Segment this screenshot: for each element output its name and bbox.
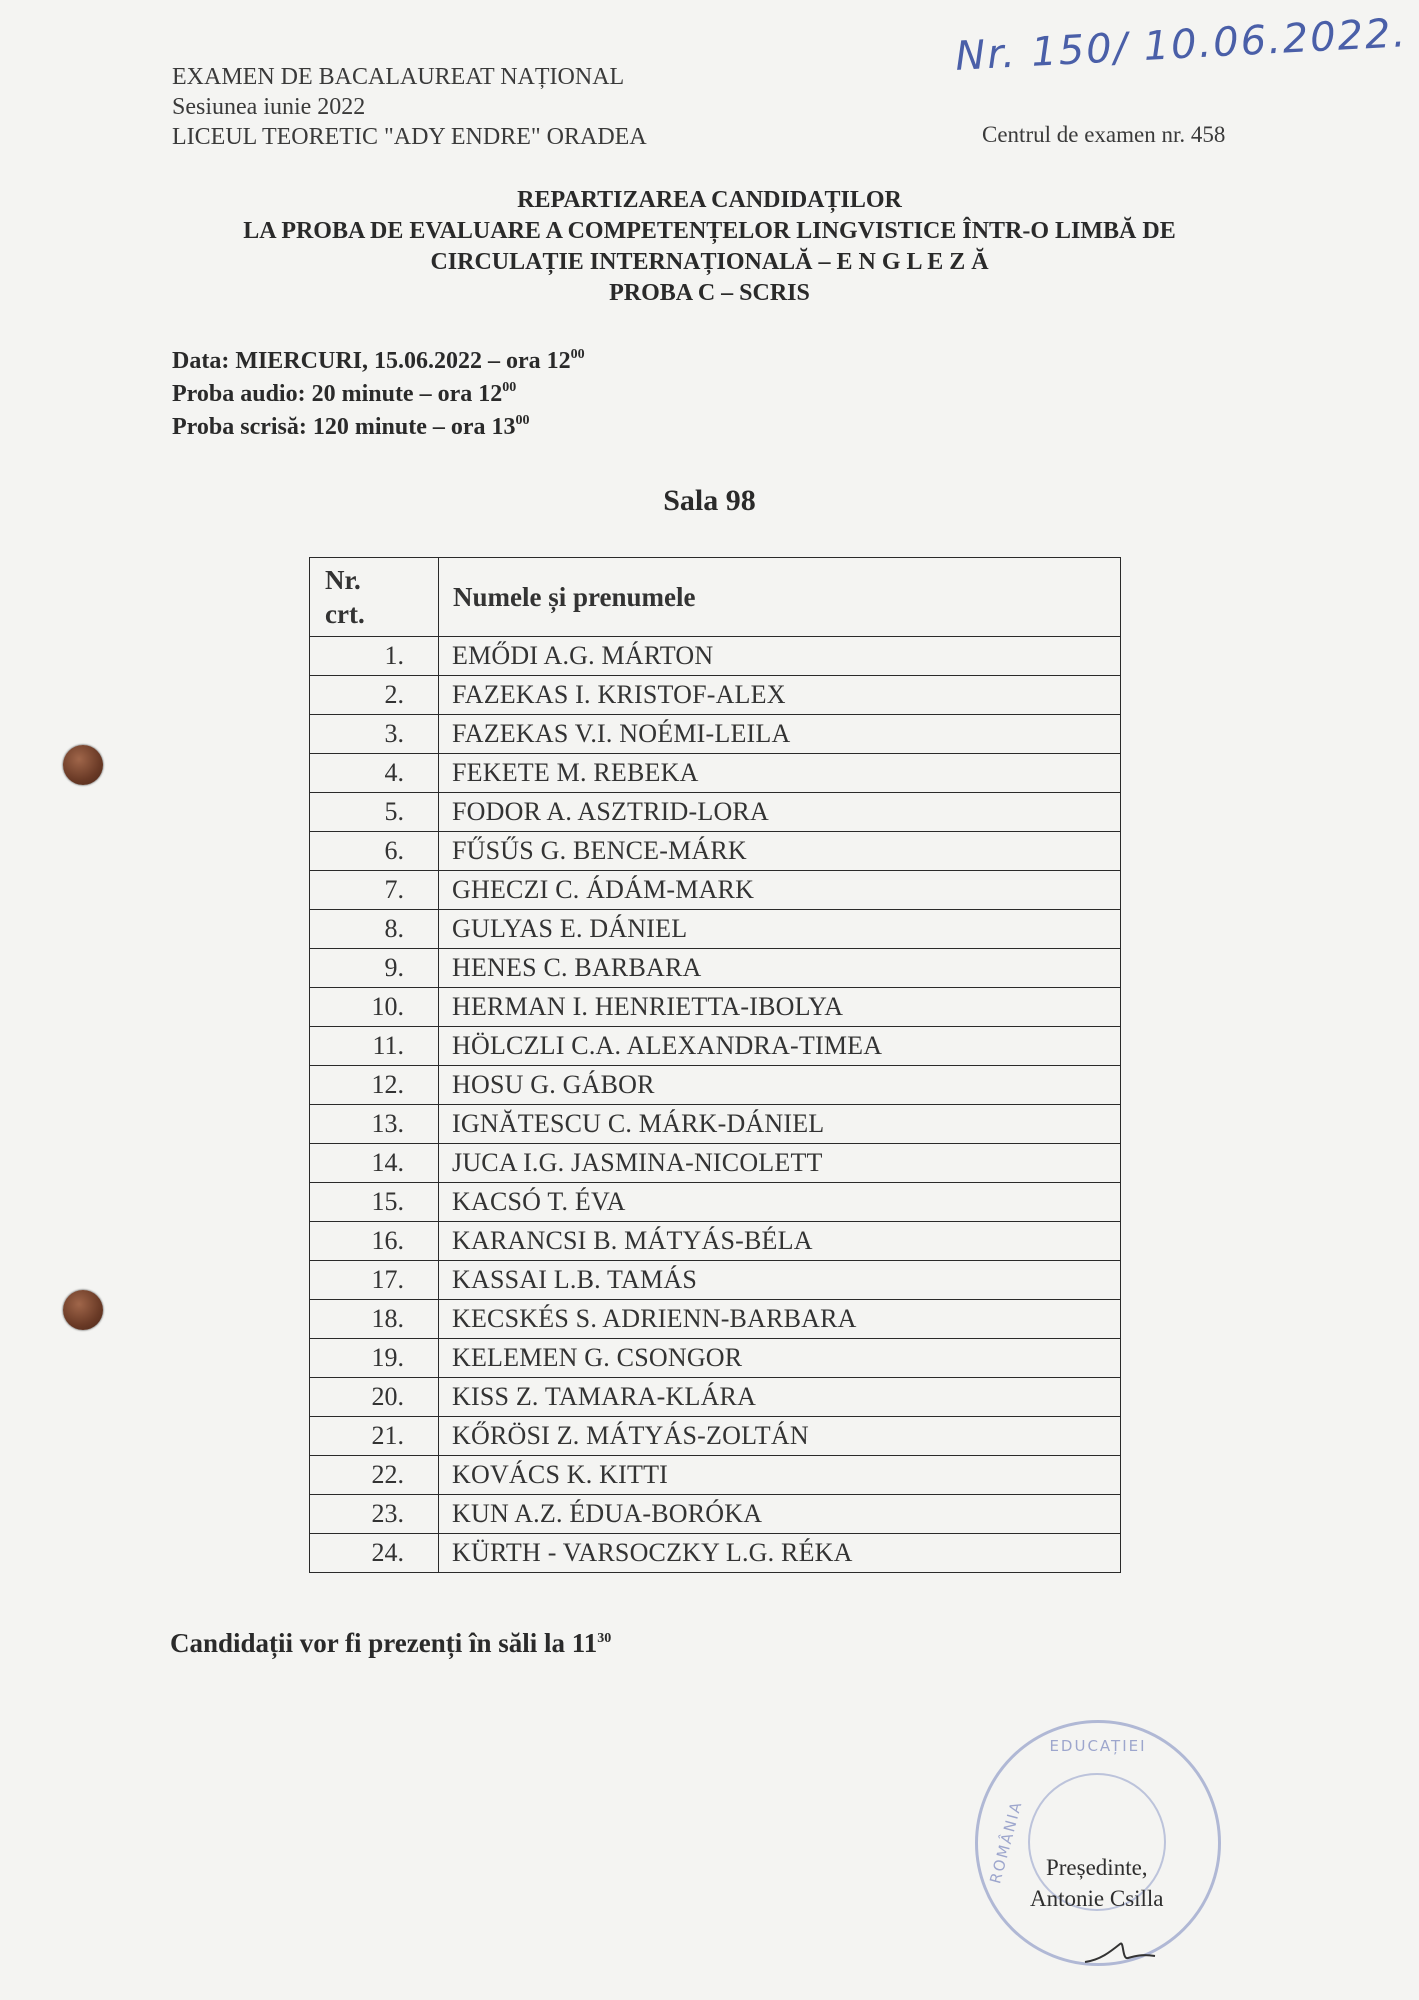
header-nr-line2: crt. xyxy=(325,599,365,629)
table-row xyxy=(310,1027,1121,1066)
row-number: 7. xyxy=(310,871,439,910)
table-row xyxy=(310,988,1121,1027)
row-number: 2. xyxy=(310,676,439,715)
candidate-name: GHECZI C. ÁDÁM-MARK xyxy=(439,871,1121,910)
candidate-name: HOSU G. GÁBOR xyxy=(439,1066,1121,1105)
schedule-date-text: Data: MIERCURI, 15.06.2022 – ora 12 xyxy=(172,348,571,374)
row-number: 15. xyxy=(310,1183,439,1222)
title-line-4: PROBA C – SCRIS xyxy=(609,280,810,306)
table-row xyxy=(310,1222,1121,1261)
signature-block xyxy=(1030,1852,1164,1914)
candidate-name: KISS Z. TAMARA-KLÁRA xyxy=(439,1378,1121,1417)
table-row xyxy=(310,1105,1121,1144)
candidate-name: HENES C. BARBARA xyxy=(439,949,1121,988)
table-row xyxy=(310,1378,1121,1417)
candidate-name: IGNĂTESCU C. MÁRK-DÁNIEL xyxy=(439,1105,1121,1144)
binder-hole-top xyxy=(63,745,103,785)
header-institution xyxy=(172,62,647,152)
candidate-name: EMŐDI A.G. MÁRTON xyxy=(439,637,1121,676)
table-row xyxy=(310,949,1121,988)
schedule-audio-text: Proba audio: 20 minute – ora 12 xyxy=(172,381,503,407)
candidate-name: FŰSŰS G. BENCE-MÁRK xyxy=(439,832,1121,871)
row-number: 13. xyxy=(310,1105,439,1144)
table-row xyxy=(310,793,1121,832)
candidate-name: KÜRTH - VARSOCZKY L.G. RÉKA xyxy=(439,1534,1121,1573)
table-header-row xyxy=(310,558,1121,637)
row-number: 22. xyxy=(310,1456,439,1495)
row-number: 6. xyxy=(310,832,439,871)
table-row xyxy=(310,1534,1121,1573)
title-line-3: CIRCULAȚIE INTERNAȚIONALĂ – E N G L E Z Ă xyxy=(430,249,989,275)
candidate-name: KARANCSI B. MÁTYÁS-BÉLA xyxy=(439,1222,1121,1261)
row-number: 4. xyxy=(310,754,439,793)
row-number: 14. xyxy=(310,1144,439,1183)
title-line-1: REPARTIZAREA CANDIDAȚILOR xyxy=(517,187,902,213)
arrival-note-text: Candidații vor fi prezenți în săli la 11 xyxy=(170,1628,598,1658)
candidate-name: KŐRÖSI Z. MÁTYÁS-ZOLTÁN xyxy=(439,1417,1121,1456)
table-row xyxy=(310,1456,1121,1495)
row-number: 21. xyxy=(310,1417,439,1456)
candidates-table xyxy=(309,557,1121,1573)
stamp-text-top: EDUCAȚIEI xyxy=(1049,1737,1147,1755)
schedule-audio xyxy=(172,378,585,411)
table-row xyxy=(310,871,1121,910)
arrival-note xyxy=(170,1628,611,1659)
arrival-note-minutes: 30 xyxy=(597,1631,612,1646)
candidate-name: FAZEKAS I. KRISTOF-ALEX xyxy=(439,676,1121,715)
candidate-name: KECSKÉS S. ADRIENN-BARBARA xyxy=(439,1300,1121,1339)
table-row xyxy=(310,637,1121,676)
row-number: 10. xyxy=(310,988,439,1027)
schedule-date xyxy=(172,345,585,378)
candidate-name: FAZEKAS V.I. NOÉMI-LEILA xyxy=(439,715,1121,754)
candidate-name: KELEMEN G. CSONGOR xyxy=(439,1339,1121,1378)
candidate-name: KUN A.Z. ÉDUA-BORÓKA xyxy=(439,1495,1121,1534)
table-row xyxy=(310,1066,1121,1105)
table-row xyxy=(310,1417,1121,1456)
table-row xyxy=(310,832,1121,871)
signature-title: Președinte, xyxy=(1045,1855,1148,1880)
stamp-text-left: ROMÂNIA xyxy=(986,1798,1026,1886)
row-number: 3. xyxy=(310,715,439,754)
candidate-name: FODOR A. ASZTRID-LORA xyxy=(439,793,1121,832)
document-title xyxy=(0,185,1419,309)
row-number: 11. xyxy=(310,1027,439,1066)
header-school: LICEUL TEORETIC "ADY ENDRE" ORADEA xyxy=(172,124,647,150)
header-name: Numele și prenumele xyxy=(439,558,1121,637)
title-line-2: LA PROBA DE EVALUARE A COMPETENȚELOR LINGVISTICE ÎNTR-O LIMBĂ DE xyxy=(243,218,1176,244)
table-row xyxy=(310,1261,1121,1300)
registration-number-handwritten: Nr. 150/ 10.06.2022. xyxy=(954,10,1409,80)
table-row xyxy=(310,1300,1121,1339)
header-nr-crt xyxy=(310,558,439,637)
table-row xyxy=(310,715,1121,754)
row-number: 16. xyxy=(310,1222,439,1261)
schedule-audio-minutes: 00 xyxy=(502,380,517,395)
schedule-date-minutes: 00 xyxy=(570,347,585,362)
candidate-name: FEKETE M. REBEKA xyxy=(439,754,1121,793)
table-row xyxy=(310,754,1121,793)
row-number: 9. xyxy=(310,949,439,988)
table-row xyxy=(310,676,1121,715)
row-number: 24. xyxy=(310,1534,439,1573)
candidate-name: KOVÁCS K. KITTI xyxy=(439,1456,1121,1495)
signature-name: Antonie Csilla xyxy=(1030,1886,1164,1911)
row-number: 5. xyxy=(310,793,439,832)
header-nr-line1: Nr. xyxy=(325,565,361,595)
schedule-written-text: Proba scrisă: 120 minute – ora 13 xyxy=(172,414,516,440)
table-row xyxy=(310,910,1121,949)
candidate-name: KACSÓ T. ÉVA xyxy=(439,1183,1121,1222)
candidate-name: HÖLCZLI C.A. ALEXANDRA-TIMEA xyxy=(439,1027,1121,1066)
schedule-block xyxy=(172,345,585,444)
row-number: 1. xyxy=(310,637,439,676)
candidate-name: JUCA I.G. JASMINA-NICOLETT xyxy=(439,1144,1121,1183)
candidate-name: GULYAS E. DÁNIEL xyxy=(439,910,1121,949)
row-number: 20. xyxy=(310,1378,439,1417)
header-session: Sesiunea iunie 2022 xyxy=(172,94,366,120)
row-number: 17. xyxy=(310,1261,439,1300)
room-title: Sala 98 xyxy=(663,484,756,517)
row-number: 18. xyxy=(310,1300,439,1339)
table-row xyxy=(310,1339,1121,1378)
row-number: 8. xyxy=(310,910,439,949)
candidate-name: KASSAI L.B. TAMÁS xyxy=(439,1261,1121,1300)
schedule-written-minutes: 00 xyxy=(515,413,530,428)
table-row xyxy=(310,1495,1121,1534)
handwritten-signature xyxy=(1080,1930,1160,1970)
table-row xyxy=(310,1144,1121,1183)
row-number: 19. xyxy=(310,1339,439,1378)
row-number: 12. xyxy=(310,1066,439,1105)
binder-hole-bottom xyxy=(63,1290,103,1330)
header-exam-name: EXAMEN DE BACALAUREAT NAȚIONAL xyxy=(172,64,625,90)
candidate-name: HERMAN I. HENRIETTA-IBOLYA xyxy=(439,988,1121,1027)
row-number: 23. xyxy=(310,1495,439,1534)
schedule-written xyxy=(172,411,585,444)
table-row xyxy=(310,1183,1121,1222)
exam-center-number: Centrul de examen nr. 458 xyxy=(982,122,1226,147)
